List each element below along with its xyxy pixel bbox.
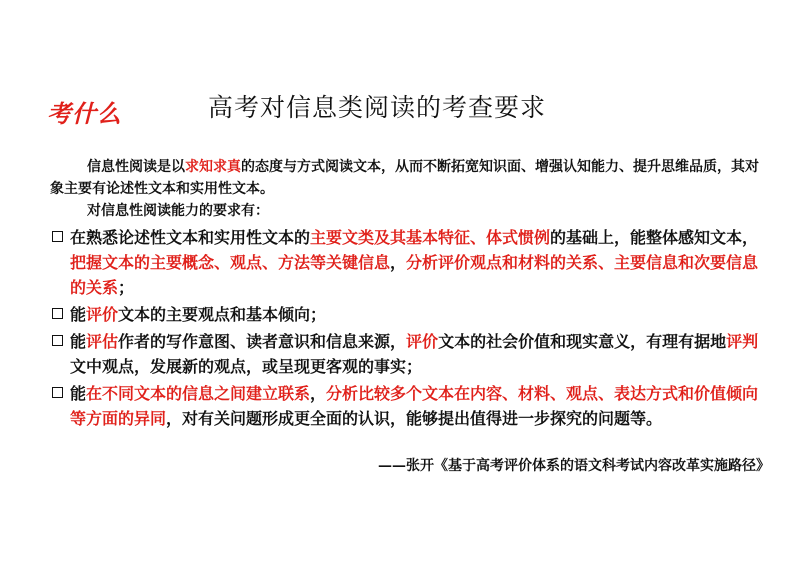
requirement-item — [50, 329, 770, 379]
checkbox-square-icon — [52, 308, 63, 319]
item-highlight: 评估 — [86, 332, 119, 351]
requirement-item — [50, 225, 770, 300]
item-highlight: 评判 — [726, 332, 759, 351]
requirement-item — [50, 302, 770, 327]
intro-line-2: 对信息性阅读能力的要求有： — [87, 203, 269, 219]
citation: ——张开《基于高考评价体系的语文科考试内容改革实施路径》 — [378, 458, 770, 474]
item-text: 的基础上，能整体感知文本， — [550, 228, 759, 247]
item-highlight: 主要文类及其基本特征、体式惯例 — [310, 228, 551, 247]
item-text: ，对有关问题形成更全面的认识，能够提出值得进一步探究的问题等。 — [166, 409, 663, 428]
checkbox-square-icon — [52, 335, 63, 346]
item-text: 作者的写作意图、读者意识和信息来源， — [118, 332, 407, 351]
item-highlight: 评价 — [86, 305, 119, 324]
item-text: 能 — [70, 305, 87, 324]
intro-highlight: 求知求真 — [185, 159, 241, 175]
item-text: ， — [390, 253, 407, 272]
requirement-item — [50, 381, 770, 431]
item-text: 能 — [70, 384, 87, 403]
item-text: 文中观点，发展新的观点，或呈现更客观的事实； — [70, 357, 423, 376]
checkbox-square-icon — [52, 387, 63, 398]
item-text: 能 — [70, 332, 87, 351]
item-highlight: 分析评价观点和材料的关系、主要信息和次要信息的关系 — [70, 253, 759, 297]
item-highlight: 在不同文本的信息之间建立联系 — [86, 384, 311, 403]
item-highlight: 分析比较多个文本在内容、材料、观点、表达方式和价值倾向等方面的异同 — [70, 384, 759, 428]
item-highlight: 把握文本的主要概念、观点、方法等关键信息 — [70, 253, 391, 272]
item-text: 文本的社会价值和现实意义，有理有据地 — [438, 332, 727, 351]
item-text: ； — [118, 278, 135, 297]
page-title: 高考对信息类阅读的考查要求 — [208, 93, 547, 122]
intro-text-b: 的态度与方式阅读文本，从而不断拓宽知识面、增强认知能力、提升思维品质，其对象主要有论述性文本和实用性文本。 — [50, 159, 759, 197]
section-logo: 考什么 — [47, 100, 122, 128]
item-text: 在熟悉论述性文本和实用性文本的 — [70, 228, 311, 247]
item-text: 文本的主要观点和基本倾向； — [118, 305, 327, 324]
intro-paragraph — [50, 156, 762, 222]
requirements-list — [50, 225, 770, 433]
intro-line-1 — [50, 156, 762, 200]
checkbox-square-icon — [52, 231, 63, 242]
item-highlight: 评价 — [406, 332, 439, 351]
item-text: ， — [310, 384, 327, 403]
intro-text-a: 信息性阅读是以 — [87, 159, 185, 175]
